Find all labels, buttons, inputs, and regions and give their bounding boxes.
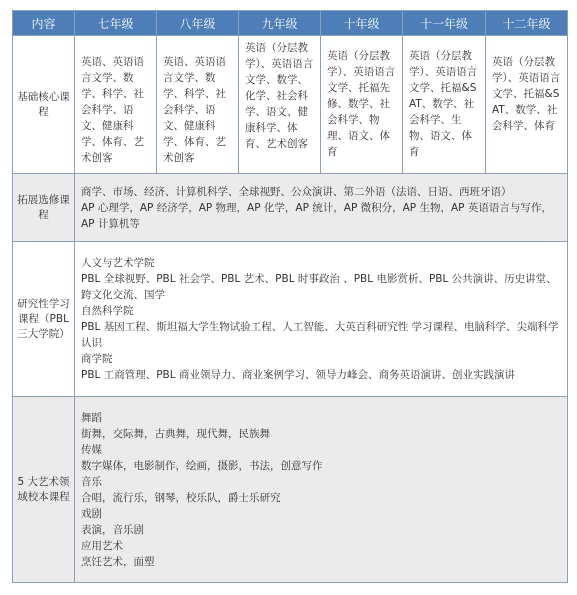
- list-item: 人文与艺术学院: [81, 257, 155, 269]
- list-item: PBL 基因工程、斯坦福大学生物试验工程、人工智能、大英百科研究性 学习课程、电脑科学、尖端科学认识: [81, 321, 559, 349]
- cell-core-grade-8: 英语、英语语言文学、数学、科学、社会科学、语文、健康科学、体育、艺术创客: [157, 36, 239, 174]
- header-grade-7: 七年级: [75, 11, 157, 36]
- list-item: 烹饪艺术，面塑: [81, 555, 155, 568]
- table-row-electives: [13, 174, 568, 242]
- list-item: 商学院: [81, 353, 113, 365]
- list-item: 合唱，流行乐，钢琴，校乐队，爵士乐研究: [81, 491, 281, 504]
- list-item: 音乐: [81, 475, 102, 488]
- list-item: 自然科学院: [81, 305, 134, 317]
- row-label-electives: 拓展选修课程: [13, 174, 75, 242]
- row-label-core: 基础核心课程: [13, 36, 75, 174]
- list-item: 舞蹈: [81, 411, 102, 424]
- header-grade-8: 八年级: [157, 11, 239, 36]
- cell-core-grade-11: 英语（分层教学）、英语语言文学、托福&SAT、数学、社会科学、生物、语文、体育: [403, 36, 486, 174]
- header-grade-12: 十二年级: [486, 11, 568, 36]
- list-item: PBL 全球视野、PBL 社会学、PBL 艺术、PBL 时事政治 、PBL 电影赏析、PBL 公共演讲、历史讲堂、跨文化交流、国学: [81, 273, 557, 301]
- list-item: 表演，音乐剧: [81, 523, 144, 536]
- row-label-research: 研究性学习课程（PBL 三大学院）: [13, 242, 75, 397]
- header-row: [13, 11, 568, 36]
- cell-research: [75, 242, 568, 397]
- cell-core-grade-10: 英语（分层教学）、英语语言文学、托福先修、数学、社会科学、物理、语文、体育: [321, 36, 403, 174]
- curriculum-table: [12, 10, 568, 583]
- table-row-core: [13, 36, 568, 174]
- row-label-arts: 5 大艺术领域校本课程: [13, 397, 75, 583]
- header-content: 内容: [13, 11, 75, 36]
- header-grade-10: 十年级: [321, 11, 403, 36]
- list-item: PBL 工商管理、PBL 商业领导力、商业案例学习、领导力峰会、商务英语演讲、创业实践演讲: [81, 369, 515, 381]
- list-item: 应用艺术: [81, 539, 123, 552]
- header-grade-9: 九年级: [239, 11, 321, 36]
- list-item: 戏剧: [81, 507, 102, 520]
- list-item: 商学、市场、经济、计算机科学、全球视野、公众演讲、第二外语（法语、日语、西班牙语）: [81, 185, 512, 198]
- list-item: 街舞，交际舞，古典舞，现代舞，民族舞: [81, 427, 270, 440]
- list-item: AP 心理学，AP 经济学，AP 物理，AP 化学，AP 统计，AP 微积分，AP 生物，AP 英语语言与写作，AP 计算机等: [81, 201, 552, 230]
- header-grade-11: 十一年级: [403, 11, 486, 36]
- list-item: 传媒: [81, 443, 102, 456]
- cell-core-grade-12: 英语（分层教学）、英语语言文学、托福&SAT、数学、社会科学、体育: [486, 36, 568, 174]
- cell-core-grade-7: 英语、英语语言文学、数学、科学、社会科学、语文、健康科学、体育、艺术创客: [75, 36, 157, 174]
- cell-arts: [75, 397, 568, 583]
- cell-electives: [75, 174, 568, 242]
- table-row-research: [13, 242, 568, 397]
- list-item: 数字媒体，电影制作，绘画，摄影，书法，创意写作: [81, 459, 323, 472]
- cell-core-grade-9: 英语（分层教学）、英语语言文学、数学、化学、社会科学、语文、健康科学、体育、艺术创客: [239, 36, 321, 174]
- table-row-arts: [13, 397, 568, 583]
